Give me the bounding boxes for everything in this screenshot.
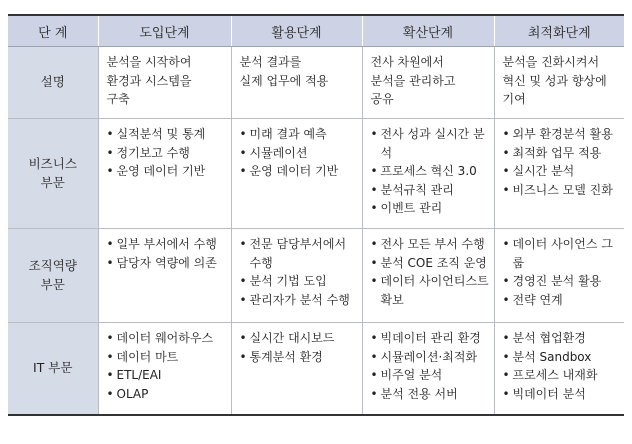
list-item: • 비주얼 분석	[371, 366, 490, 385]
list-item: • 통계분석 환경	[240, 348, 358, 367]
table-cell	[98, 47, 231, 119]
table-cell	[98, 229, 231, 323]
row-label-line: IT 부문	[33, 360, 73, 375]
bullet-list	[240, 125, 358, 181]
list-item: • 빅데이터 관리 환경	[371, 329, 490, 348]
bullet-list	[503, 235, 621, 309]
list-item: • 실시간 분석	[503, 162, 621, 181]
list-item: • 외부 환경분석 활용	[503, 125, 621, 144]
list-item: • 분석규칙 관리	[371, 181, 490, 200]
table-cell	[362, 119, 494, 229]
cell-text-line: 혁신 및 성과 향상에	[502, 73, 607, 88]
bullet-list	[107, 235, 227, 272]
bullet-list	[107, 329, 227, 403]
row-description	[8, 47, 624, 119]
list-item: • 분석 협업환경	[503, 329, 621, 348]
header-utilization: 활용단계	[231, 15, 362, 47]
list-item: • 관리자가 분석 수행	[240, 291, 358, 310]
list-item: • OLAP	[107, 385, 227, 404]
list-item: • 전사 모든 부서 수행	[371, 235, 490, 254]
list-item: • 전문 담당부서에서 수행	[240, 235, 358, 272]
list-item: • 데이터 웨어하우스	[107, 329, 227, 348]
row-label-line: 부문	[40, 174, 65, 190]
bullet-list	[107, 125, 227, 181]
list-item: • 실적분석 및 통계	[107, 125, 227, 144]
cell-text-line: 분석을 진화시켜서	[502, 55, 600, 69]
list-item: • 미래 결과 예측	[240, 125, 358, 144]
table-cell	[494, 229, 624, 323]
bullet-list	[371, 235, 490, 309]
list-item: • 전사 성과 실시간 분석	[371, 125, 490, 162]
list-item: • 비즈니스 모델 진화	[503, 181, 621, 200]
table-cell	[494, 47, 624, 119]
cell-text-line: 구축	[106, 92, 130, 106]
list-item: • 데이터 마트	[107, 348, 227, 367]
table-cell	[98, 119, 231, 229]
list-item: • 데이터 사이언티스트 확보	[371, 272, 490, 309]
list-item: • 정기보고 수행	[107, 144, 227, 163]
row-it	[8, 323, 624, 415]
row-label-line: 비즈니스	[28, 156, 77, 171]
row-label-line: 부문	[40, 276, 65, 292]
list-item: • 시뮬레이션	[240, 144, 358, 163]
cell-text-line: 기여	[502, 92, 526, 106]
cell-text-line: 환경과 시스템을	[106, 73, 192, 88]
table-cell	[494, 119, 624, 229]
header-optimization: 최적화단계	[494, 15, 624, 47]
list-item: • 분석 기법 도입	[240, 272, 358, 291]
table-cell	[494, 323, 624, 415]
cell-text-line: 전사 차원에서	[370, 55, 444, 69]
row-label	[8, 47, 98, 119]
list-item: • 분석 전용 서버	[371, 385, 490, 404]
list-item: • 데이터 사이언스 그룹	[503, 235, 621, 272]
table-cell	[231, 119, 362, 229]
bullet-list	[240, 235, 358, 309]
list-item: • 이벤트 관리	[371, 199, 490, 218]
list-item: • 운영 데이터 기반	[107, 162, 227, 181]
list-item: • 담당자 역량에 의존	[107, 254, 227, 273]
table-header-row	[8, 15, 624, 47]
list-item: • 운영 데이터 기반	[240, 162, 358, 181]
bullet-list	[371, 329, 490, 403]
row-label	[8, 229, 98, 323]
cell-text-line: 분석을 시작하여	[106, 55, 192, 69]
list-item: • 실시간 대시보드	[240, 329, 358, 348]
cell-text-line: 실제 업무에 적용	[239, 73, 329, 88]
table-cell	[98, 323, 231, 415]
bullet-list	[503, 125, 621, 199]
header-stage: 단 계	[8, 15, 98, 47]
list-item: • 일부 부서에서 수행	[107, 235, 227, 254]
bullet-list	[503, 329, 621, 403]
row-label-line: 조직역량	[28, 258, 77, 273]
analysis-maturity-table	[8, 14, 624, 416]
header-expansion: 확산단계	[362, 15, 494, 47]
table-cell	[362, 47, 494, 119]
list-item: • 경영진 분석 활용	[503, 272, 621, 291]
list-item: • 최적화 업무 적용	[503, 144, 621, 163]
list-item: • 분석 COE 조직 운영	[371, 254, 490, 273]
list-item: • 프로세스 내재화	[503, 366, 621, 385]
bullet-list	[240, 329, 358, 366]
table-cell	[362, 323, 494, 415]
list-item: • 빅데이터 분석	[503, 385, 621, 404]
row-label	[8, 323, 98, 415]
table-cell	[231, 229, 362, 323]
row-organization	[8, 229, 624, 323]
list-item: • 분석 Sandbox	[503, 348, 621, 367]
list-item: • 전략 연계	[503, 291, 621, 310]
cell-text-line: 분석을 관리하고	[370, 73, 456, 88]
list-item: • 시뮬레이션·최적화	[371, 348, 490, 367]
row-label-line: 설명	[40, 74, 65, 90]
cell-text-line: 분석 결과를	[239, 55, 302, 69]
row-business	[8, 119, 624, 229]
list-item: • ETL/EAI	[107, 366, 227, 385]
cell-text-line: 공유	[370, 92, 394, 106]
list-item: • 프로세스 혁신 3.0	[371, 162, 490, 181]
table-cell	[362, 229, 494, 323]
table-cell	[231, 47, 362, 119]
table-cell	[231, 323, 362, 415]
row-label	[8, 119, 98, 229]
bullet-list	[371, 125, 490, 218]
header-introduction: 도입단계	[98, 15, 231, 47]
